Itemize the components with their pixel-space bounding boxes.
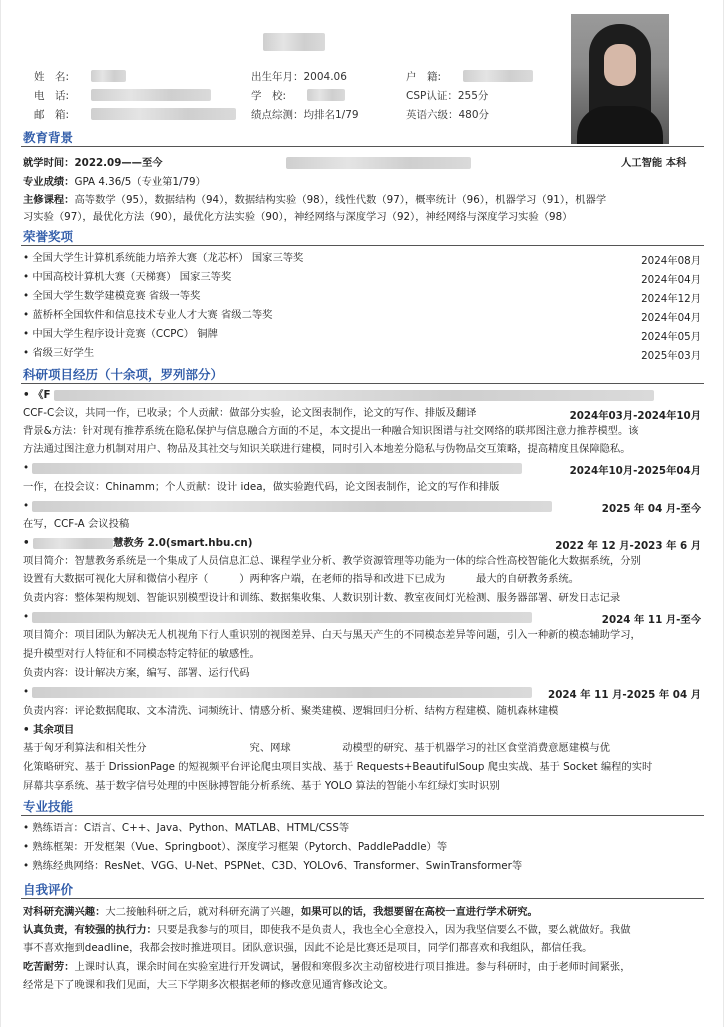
honor-item xyxy=(23,271,231,284)
section-divider xyxy=(21,898,704,899)
self-hardwork-label: 吃苦耐劳： xyxy=(23,961,75,973)
project-5-title-redacted xyxy=(32,612,532,623)
gpa-rank-field: 绩点综测：均排名1/79 xyxy=(251,109,359,121)
self-line2 xyxy=(23,924,631,937)
self-interest-goal: 如果可以的话，我想要留在高校一直进行学术研究。 xyxy=(301,906,538,918)
section-skills-title: 专业技能 xyxy=(23,799,74,814)
honor-date: 2024年12月 xyxy=(641,293,701,305)
bullet: • xyxy=(23,309,33,321)
project-3-date: 2025 年 04 月-至今 xyxy=(601,503,701,515)
edu-courses-text-1: 高等数学（95），数据结构（94），数据结构实验（98），线性代数（97），概率统计（96），机器学习（91），机器学 xyxy=(74,194,607,206)
honor-date: 2024年04月 xyxy=(641,274,701,286)
project-1-line1: CCF-C会议，共同一作，已收录；个人贡献：做部分实验，论文图表制作，论文的写作、排版及翻译 xyxy=(23,407,477,419)
project-6-line1: 负责内容：评论数据爬取、文本清洗、词频统计、情感分析、聚类建模、逻辑回归分析、结构方程建模、随机森林建模 xyxy=(23,705,559,717)
bullet: • xyxy=(23,822,33,834)
skill-item xyxy=(23,841,447,854)
project-3-title: • xyxy=(23,500,552,513)
project-4-date: 2022 年 12 月-2023 年 6 月 xyxy=(555,540,701,552)
other-projects-line1: 基于匈牙利算法和相关性分 究、网球 动模型的研究、基于机器学习的社区食堂消费意愿建模与优 xyxy=(23,742,610,754)
section-projects-title: 科研项目经历（十余项，罗列部分） xyxy=(23,367,224,382)
csp-field: CSP认证：255分 xyxy=(406,90,489,102)
honor-item xyxy=(23,252,303,265)
project-1-title-prefix: 《F xyxy=(33,389,51,401)
project-5-line3: 负责内容：设计解决方案，编写、部署、运行代码 xyxy=(23,667,250,679)
section-divider xyxy=(21,815,704,816)
project-3-line1: 在写，CCF-A 会议投稿 xyxy=(23,518,130,530)
honor-item xyxy=(23,309,272,322)
hukou-value-redacted xyxy=(463,70,533,82)
honor-date: 2024年05月 xyxy=(641,331,701,343)
project-4-line2: 设置有大数据可视化大屏和微信小程序（ ）两种客户端，在老师的指导和改进下已成为 最大的自研教务系统。 xyxy=(23,573,580,585)
email-label: 邮 箱: xyxy=(34,109,70,121)
bullet: • xyxy=(23,328,33,340)
other-projects-title: • 其余项目 xyxy=(23,724,75,736)
other-projects-line3: 屏幕共享系统、基于数字信号处理的中医脉搏智能分析系统、基于 YOLO 算法的智能小车红绿灯实时识别 xyxy=(23,780,500,792)
project-1-line2: 背景&方法：针对现有推荐系统在隐私保护与信息融合方面的不足，本文提出一种融合知识图谱与社交网络的联邦图注意力推荐模型。该 xyxy=(23,425,639,437)
self-line5: 经常是下了晚课和我们见面，大三下学期多次根据老师的修改意见通宵修改论文。 xyxy=(23,979,394,991)
self-line4 xyxy=(23,961,631,974)
school-label: 学 校: xyxy=(251,90,287,102)
honor-item xyxy=(23,328,218,341)
section-self-title: 自我评价 xyxy=(23,882,74,897)
bullet: • xyxy=(23,347,33,359)
section-divider xyxy=(21,245,704,246)
skill-text: 熟练框架：开发框架（Vue、Springboot）、深度学习框架（Pytorch、PaddlePaddle）等 xyxy=(32,841,448,853)
edu-school-redacted xyxy=(286,157,471,169)
name-value-redacted xyxy=(91,70,126,82)
self-hardwork-text: 上课时认真，课余时间在实验室进行开发调试，暑假和寒假多次主动留校进行项目推进。参与科研时，由于老师时间紧张， xyxy=(74,961,631,973)
email-value-redacted xyxy=(91,108,236,120)
skill-text: 熟练经典网络：ResNet、VGG、U-Net、PSPNet、C3D、YOLOv6、Transformer、SwinTransformer等 xyxy=(32,860,523,872)
edu-courses-label: 主修课程： xyxy=(23,194,75,206)
edu-score xyxy=(23,176,206,189)
bullet: • xyxy=(23,271,33,283)
project-2-date: 2024年10月-2025年04月 xyxy=(569,465,701,477)
bullet: • xyxy=(23,841,33,853)
phone-value-redacted xyxy=(91,89,211,101)
project-5-title: • xyxy=(23,611,532,624)
phone-label: 电 话: xyxy=(34,90,70,102)
name-label: 姓 名: xyxy=(34,71,70,83)
edu-courses-line1 xyxy=(23,194,606,207)
project-4-line1: 项目简介：智慧教务系统是一个集成了人员信息汇总、课程学业分析、教学资源管理等功能为一体的综合性高校智能化大数据系统，分别 xyxy=(23,555,641,567)
honor-text: 全国大学生数学建模竞赛 省级一等奖 xyxy=(32,290,201,302)
self-interest-text: 大二接触科研之后，就对科研充满了兴趣， xyxy=(105,906,302,918)
project-5-date: 2024 年 11 月-至今 xyxy=(601,614,701,626)
project-4-title-text: 慧教务 2.0(smart.hbu.cn) xyxy=(113,537,253,549)
project-3-title-redacted xyxy=(32,501,552,512)
self-line3: 事不喜欢拖到deadline，我都会按时推进项目。团队意识强，因此不论是比赛还是项目，同学们都喜欢和我组队，都信任我。 xyxy=(23,942,593,954)
project-4-title: • 慧教务 2.0(smart.hbu.cn) xyxy=(23,537,253,549)
honor-text: 蓝桥杯全国软件和信息技术专业人才大赛 省级二等奖 xyxy=(32,309,273,321)
honor-text: 全国大学生计算机系统能力培养大赛（龙芯杯） 国家三等奖 xyxy=(32,252,304,264)
honor-text: 省级三好学生 xyxy=(32,347,95,359)
skill-item xyxy=(23,822,349,835)
project-2-line1: 一作，在投会议：Chinamm；个人贡献：设计 idea，做实验跑代码，论文图表制作，论文的写作和排版 xyxy=(23,481,500,493)
honor-item xyxy=(23,290,200,303)
self-interest-label: 对科研充满兴趣： xyxy=(23,906,106,918)
project-1-title-redacted xyxy=(54,390,654,401)
project-1-date: 2024年03月-2024年10月 xyxy=(569,410,701,422)
project-6-title: • xyxy=(23,686,532,699)
project-4-title-redacted xyxy=(33,538,113,549)
hukou-label: 户 籍: xyxy=(406,71,442,83)
name-redacted xyxy=(263,33,325,51)
honor-text: 中国大学生程序设计竞赛（CCPC） 铜牌 xyxy=(32,328,218,340)
edu-degree: 人工智能 本科 xyxy=(621,157,687,169)
self-responsible-text: 只要是我参与的项目，即使我不是负责人，我也全心全意投入，因为我坚信要么不做，要么就做好。我做 xyxy=(156,924,631,936)
project-5-line1: 项目简介：项目团队为解决无人机视角下行人重识别的视图差异、白天与黑天产生的不同模态差异等问题，引入一种新的模态辅助学习， xyxy=(23,629,641,641)
honor-text: 中国高校计算机大赛（天梯赛） 国家三等奖 xyxy=(32,271,232,283)
self-line1 xyxy=(23,906,538,919)
edu-score-value: GPA 4.36/5（专业第1/79） xyxy=(74,176,206,188)
honor-date: 2025年03月 xyxy=(641,350,701,362)
project-5-line2: 提升模型对行人特征和不同模态特定特征的敏感性。 xyxy=(23,648,260,660)
profile-photo xyxy=(571,14,669,144)
other-projects-line2: 化策略研究、基于 DrissionPage 的短视频平台评论爬虫项目实战、基于 Requests+BeautifulSoup 爬虫实战、基于 Socket 编程的实时 xyxy=(23,761,653,773)
bullet: • xyxy=(23,290,33,302)
skill-text: 熟练语言：C语言、C++、Java、Python、MATLAB、HTML/CSS等 xyxy=(32,822,350,834)
edu-score-label: 专业成绩： xyxy=(23,176,75,188)
birth-field: 出生年月：2004.06 xyxy=(251,71,347,83)
project-6-title-redacted xyxy=(32,687,532,698)
honor-item xyxy=(23,347,94,360)
section-education-title: 教育背景 xyxy=(23,130,74,145)
project-4-line3: 负责内容：整体架构规划、智能识别模型设计和训练、数据集收集、人数识别计数、教室夜间灯光检测、服务器部署、研发日志记录 xyxy=(23,592,621,604)
bullet: • xyxy=(23,252,33,264)
skill-item xyxy=(23,860,522,873)
section-divider xyxy=(21,383,704,384)
edu-time: 就学时间：2022.09——至今 xyxy=(23,157,163,169)
school-value-redacted xyxy=(307,89,345,101)
project-6-date: 2024 年 11 月-2025 年 04 月 xyxy=(548,689,701,701)
honor-date: 2024年04月 xyxy=(641,312,701,324)
section-divider xyxy=(21,146,704,147)
other-projects-label: 其余项目 xyxy=(33,724,75,736)
project-1-title: • 《F xyxy=(23,389,654,402)
section-honors-title: 荣誉奖项 xyxy=(23,229,74,244)
cet6-field: 英语六级：480分 xyxy=(406,109,490,121)
honor-date: 2024年08月 xyxy=(641,255,701,267)
project-1-line3: 方法通过图注意力机制对用户、物品及其社交与知识关联进行建模，同时引入本地差分隐私与伪物品交互策略，提高精度且保障隐私。 xyxy=(23,443,631,455)
edu-courses-line2: 习实验（97），最优化方法（90），最优化方法实验（90），神经网络与深度学习（92），神经网络与深度学习实验（98） xyxy=(23,211,573,223)
bullet: • xyxy=(23,860,33,872)
project-2-title: • xyxy=(23,462,522,475)
self-responsible-label: 认真负责，有较强的执行力： xyxy=(23,924,157,936)
project-2-title-redacted xyxy=(32,463,522,474)
